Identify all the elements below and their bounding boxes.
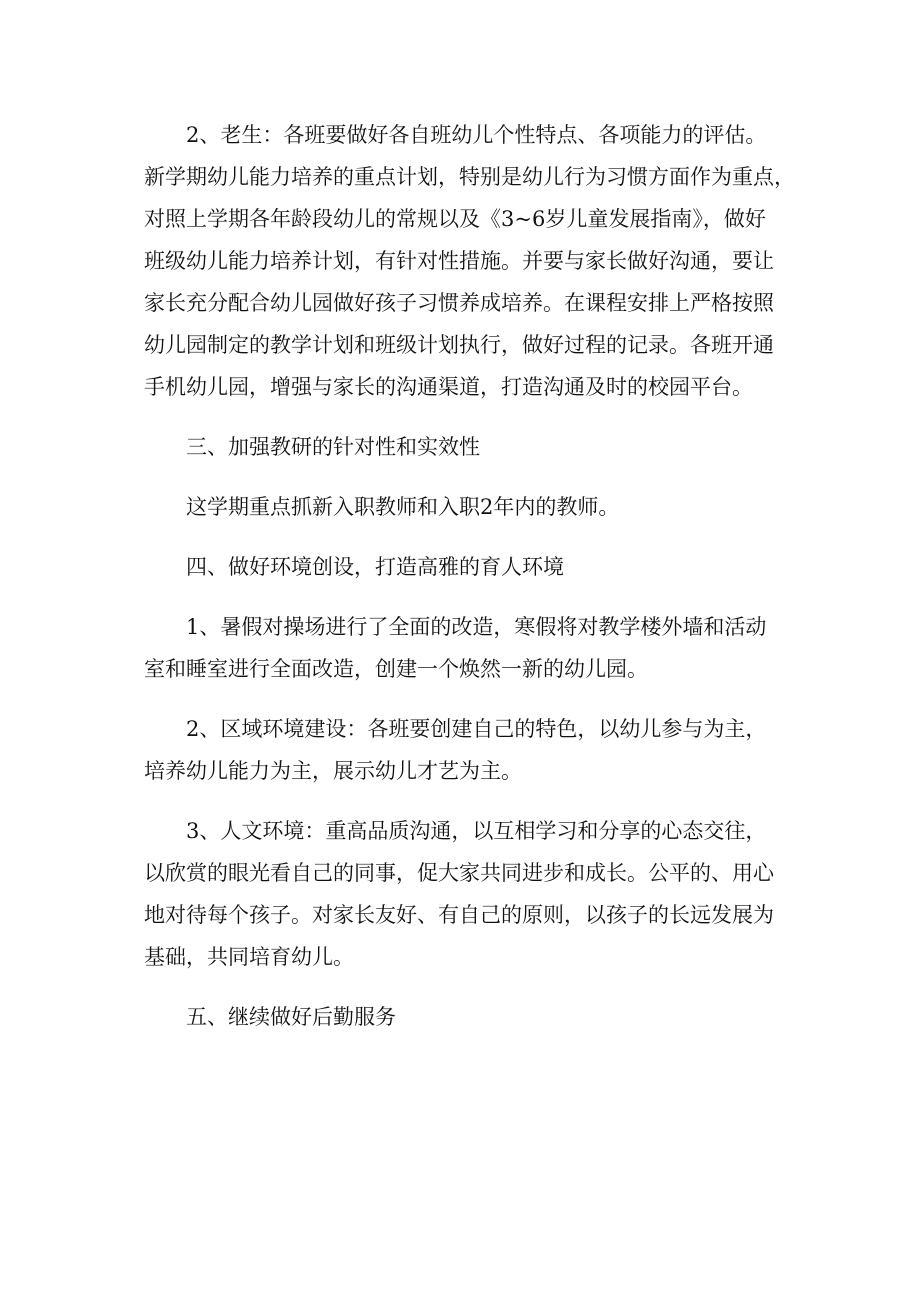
heading-section-five: [144, 996, 784, 1038]
paragraph-spacer: [144, 468, 784, 486]
text-line: 基础，共同培育幼儿。: [144, 945, 354, 969]
text-line: 家长充分配合幼儿园做好孩子习惯养成培养。在课程安排上严格按照: [144, 291, 774, 315]
text-line: 四、做好环境创设，打造高雅的育人环境: [186, 555, 564, 579]
paragraph-spacer: [144, 408, 784, 426]
paragraph-spacer: [144, 978, 784, 996]
heading-section-three: [144, 426, 784, 468]
text-line: 幼儿园制定的教学计划和班级计划执行，做好过程的记录。各班开通: [144, 333, 774, 357]
paragraph-spacer: [144, 588, 784, 606]
text-line: 地对待每个孩子。对家长友好、有自己的原则，以孩子的长远发展为: [144, 903, 774, 927]
paragraph-research-focus: [144, 486, 784, 528]
text-line: 班级幼儿能力培养计划，有针对性措施。并要与家长做好沟通，要让: [144, 249, 774, 273]
text-line: 对照上学期各年龄段幼儿的常规以及《3~6岁儿童发展指南》，做好: [144, 207, 766, 231]
text-line: 新学期幼儿能力培养的重点计划，特别是幼儿行为习惯方面作为重点，: [144, 165, 795, 189]
text-line: 室和睡室进行全面改造，创建一个焕然一新的幼儿园。: [144, 657, 648, 681]
text-line: 1、暑假对操场进行了全面的改造，寒假将对教学楼外墙和活动: [186, 615, 767, 639]
text-line: 2、区域环境建设：各班要创建自己的特色，以幼儿参与为主，: [186, 717, 767, 741]
text-line: 3、人文环境：重高品质沟通，以互相学习和分享的心态交往，: [186, 819, 767, 843]
text-line: 手机幼儿园，增强与家长的沟通渠道，打造沟通及时的校园平台。: [144, 375, 753, 399]
heading-section-four: [144, 546, 784, 588]
paragraph-spacer: [144, 690, 784, 708]
text-line: 2、老生：各班要做好各自班幼儿个性特点、各项能力的评估。: [186, 123, 767, 147]
paragraph-area-environment: [144, 708, 784, 792]
text-line: 这学期重点抓新入职教师和入职2年内的教师。: [186, 495, 620, 519]
text-line: 以欣赏的眼光看自己的同事，促大家共同进步和成长。公平的、用心: [144, 861, 774, 885]
document-body: [144, 114, 795, 1038]
paragraph-spacer: [144, 528, 784, 546]
text-line: 三、加强教研的针对性和实效性: [186, 435, 480, 459]
paragraph-old-students: [144, 114, 795, 408]
paragraph-spacer: [144, 792, 784, 810]
text-line: 五、继续做好后勤服务: [186, 1005, 396, 1029]
paragraph-renovation: [144, 606, 784, 690]
paragraph-humanistic-environment: [144, 810, 784, 978]
text-line: 培养幼儿能力为主，展示幼儿才艺为主。: [144, 759, 522, 783]
